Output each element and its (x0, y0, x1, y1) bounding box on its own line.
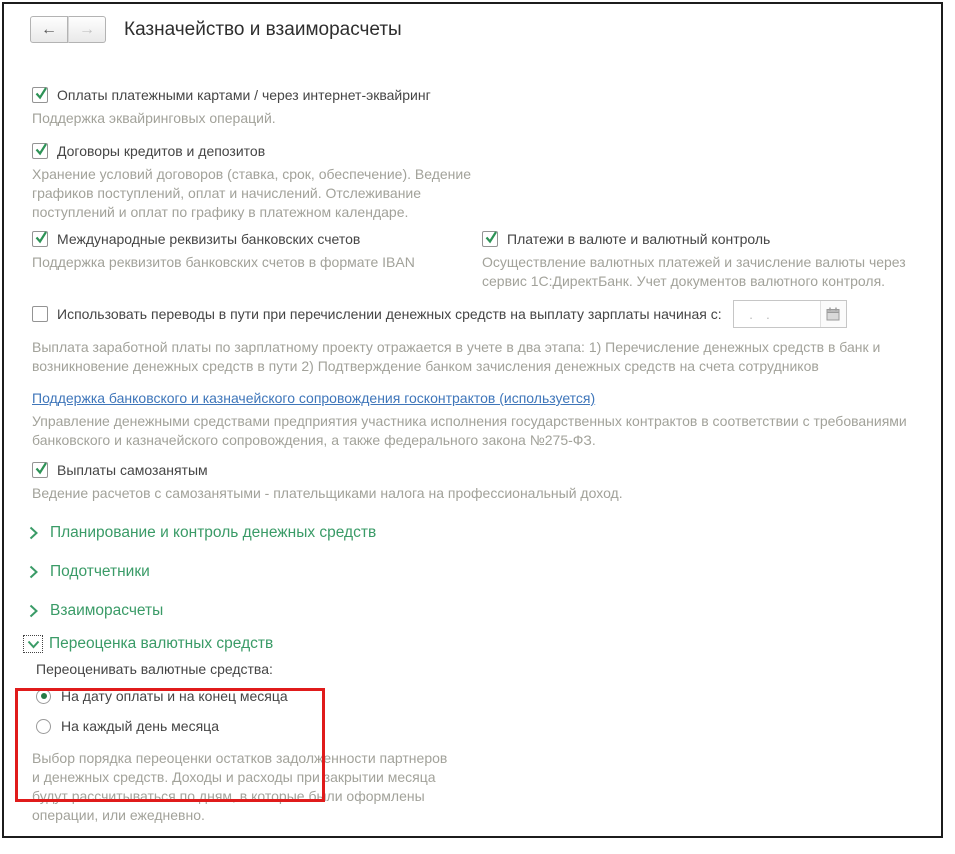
checkbox-label: Использовать переводы в пути при перечислении денежных средств на выплату зарплаты начиная с: (57, 306, 722, 322)
window-frame (2, 2, 943, 838)
chevron-right-icon (25, 603, 41, 619)
radio-label: На дату оплаты и на конец месяца (61, 688, 288, 704)
radio-selected-icon[interactable] (36, 689, 51, 704)
option-currency-payments (482, 229, 941, 291)
back-button[interactable]: ← (30, 16, 68, 43)
checkbox-credit-deposit[interactable] (32, 141, 941, 161)
section-planning[interactable] (25, 524, 941, 542)
option-gov-contracts (32, 390, 941, 450)
checkbox-checked-icon[interactable] (32, 231, 48, 247)
section-label: Подотчетники (50, 563, 150, 580)
chevron-right-icon (25, 525, 41, 541)
start-date-input[interactable] (734, 301, 820, 327)
two-column-row (32, 229, 941, 291)
section-currency-revaluation (32, 635, 941, 825)
option-description: Поддержка эквайринговых операций. (32, 110, 276, 126)
option-description: Выплата заработной платы по зарплатному проекту отражается в учете в два этапа: 1) Перечисление денежных средств в банк и возникновение денежных средств в пути 2) Подтверждение банком зачисления денежных средств на счета сотрудников (32, 339, 881, 374)
option-description: Хранение условий договоров (ставка, срок, обеспечение). Ведение графиков поступлений, оплат и начислений. Отслеживание поступлений и оплат по графику в платежном календаре. (32, 166, 472, 220)
checkbox-card-payments[interactable] (32, 85, 941, 105)
checkbox-label: Платежи в валюте и валютный контроль (507, 231, 771, 247)
option-transfers-in-transit (32, 300, 941, 376)
checkbox-self-employed[interactable] (32, 460, 941, 480)
header (4, 4, 941, 43)
checkbox-label: Договоры кредитов и депозитов (57, 143, 266, 159)
option-card-payments (32, 85, 941, 128)
checkbox-checked-icon[interactable] (32, 143, 48, 159)
section-settlements[interactable] (25, 602, 941, 620)
checkbox-label: Выплаты самозанятым (57, 462, 208, 478)
calendar-button[interactable] (820, 301, 846, 327)
chevron-down-icon (24, 636, 42, 652)
checkbox-checked-icon[interactable] (32, 87, 48, 103)
checkbox-currency-payments[interactable] (482, 229, 941, 249)
section-currency-revaluation-header[interactable] (24, 635, 941, 653)
forward-button[interactable]: → (68, 16, 106, 43)
radio-label: На каждый день месяца (61, 718, 219, 734)
nav-buttons (30, 16, 106, 43)
checkbox-checked-icon[interactable] (32, 462, 48, 478)
checkbox-unchecked-icon[interactable] (32, 306, 48, 322)
option-description: Поддержка реквизитов банковских счетов в формате IBAN (32, 254, 415, 270)
section-label: Взаиморасчеты (50, 602, 164, 619)
revaluation-prompt: Переоценивать валютные средства: (36, 661, 273, 677)
page-title: Казначейство и взаиморасчеты (124, 18, 402, 40)
settings-form (4, 43, 941, 825)
option-self-employed (32, 460, 941, 503)
gov-contracts-link[interactable]: Поддержка банковского и казначейского сопровождения госконтрактов (используется) (32, 390, 596, 406)
section-label: Переоценка валютных средств (49, 635, 274, 652)
transfers-row (32, 300, 941, 328)
checkbox-checked-icon[interactable] (482, 231, 498, 247)
option-description: Управление денежными средствами предприятия участника исполнения государственных контрактов в соответствии с требованиями банковского и казначейского сопровождения, а также федерального закона №275-ФЗ. (32, 413, 907, 448)
revaluation-body (36, 660, 941, 736)
option-credit-deposit (32, 141, 941, 222)
chevron-right-icon (25, 564, 41, 580)
radio-on-payment-date[interactable] (36, 686, 941, 706)
date-field (733, 300, 847, 328)
option-description: Ведение расчетов с самозанятыми - плательщиками налога на профессиональный доход. (32, 485, 623, 501)
radio-unselected-icon[interactable] (36, 719, 51, 734)
checkbox-international-bank[interactable] (32, 229, 482, 249)
section-label: Планирование и контроль денежных средств (50, 524, 377, 541)
option-international-bank (32, 229, 482, 291)
option-description: Осуществление валютных платежей и зачисление валюты через сервис 1С:ДиректБанк. Учет документов валютного контроля. (482, 254, 906, 289)
section-accountables[interactable] (25, 563, 941, 581)
checkbox-label: Оплаты платежными картами / через интернет-эквайринг (57, 87, 431, 103)
checkbox-label: Международные реквизиты банковских счетов (57, 231, 361, 247)
revaluation-description: Выбор порядка переоценки остатков задолженности партнеров и денежных средств. Доходы и расходы при закрытии месяца будут рассчитываться по дням, в которые были оформлены операции, или ежедневно. (32, 750, 448, 823)
radio-every-day[interactable] (36, 716, 941, 736)
calendar-icon (826, 307, 840, 321)
